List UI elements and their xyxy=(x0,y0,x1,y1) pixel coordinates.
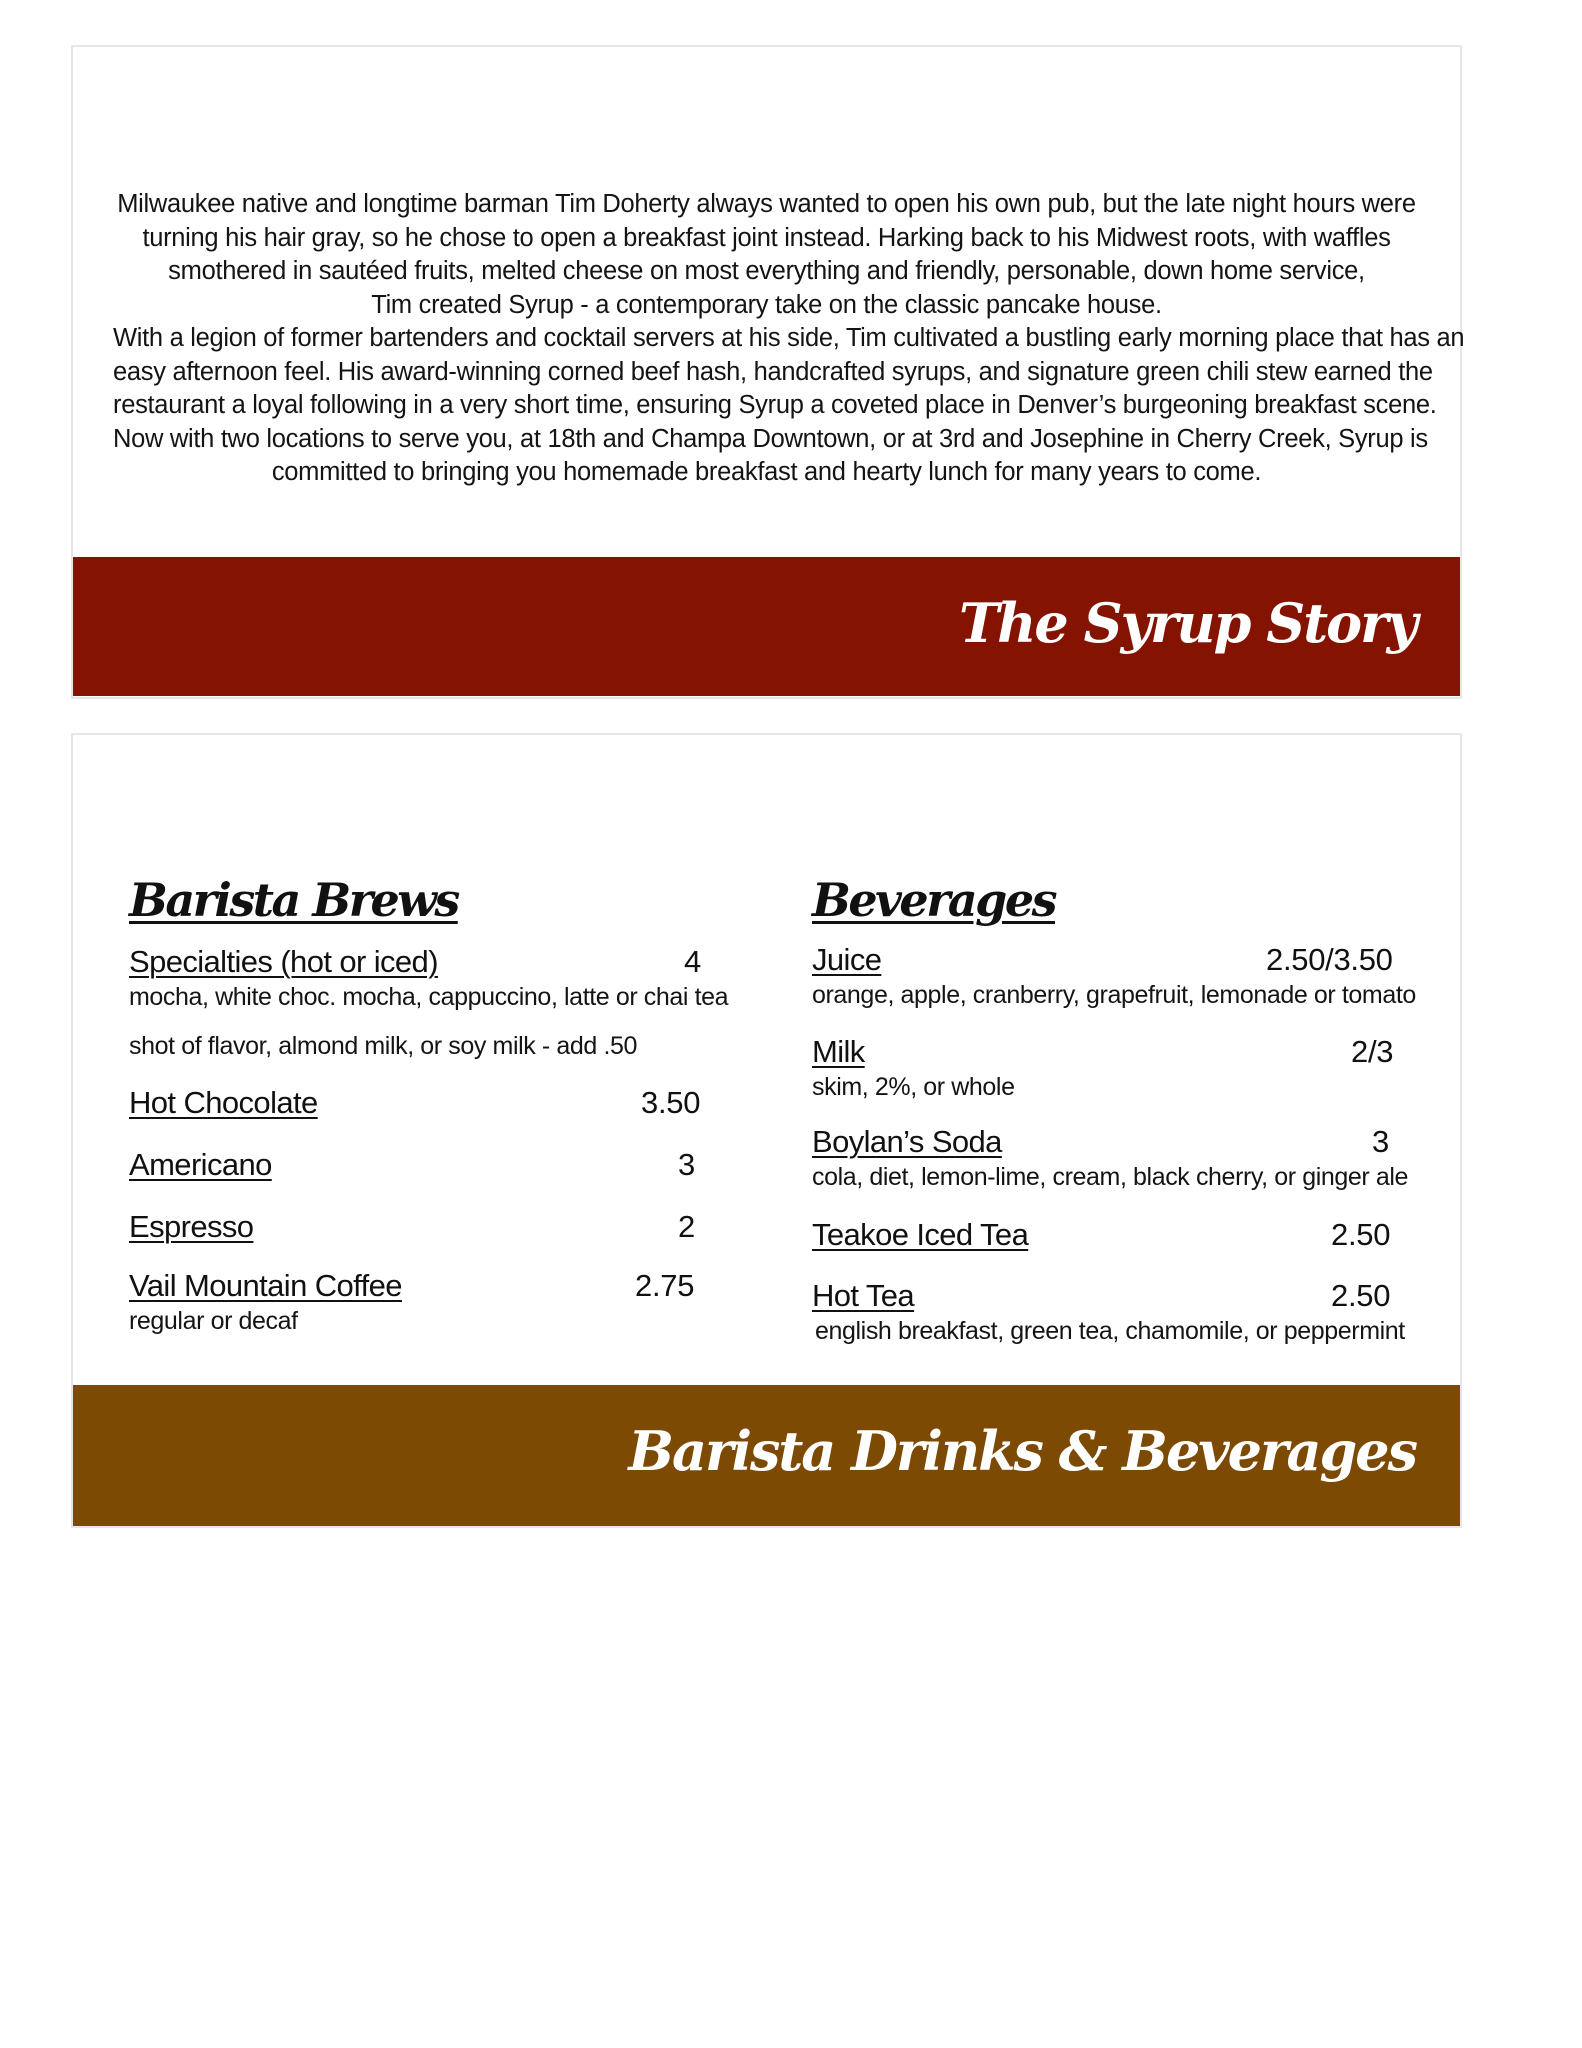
item-description: orange, apple, cranberry, grapefruit, lemonade or tomato xyxy=(812,981,1416,1009)
item-price: 4 xyxy=(684,944,701,979)
menu-item xyxy=(129,944,729,1061)
story-line: easy afternoon feel. His award-winning corned beef hash, handcrafted syrups, and signature green chili stew earned the xyxy=(113,357,1433,386)
item-name: Milk xyxy=(812,1034,865,1069)
item-description: skim, 2%, or whole xyxy=(812,1073,1015,1101)
drinks-banner xyxy=(73,1385,1460,1526)
item-description: cola, diet, lemon-lime, cream, black cherry, or ginger ale xyxy=(812,1163,1409,1191)
story-line: Tim created Syrup - a contemporary take on the classic pancake house. xyxy=(371,290,1162,319)
menu-item xyxy=(812,1278,1412,1346)
story-line: Milwaukee native and longtime barman Tim Doherty always wanted to open his own pub, but the late night hours were xyxy=(117,190,1416,218)
story-line: restaurant a loyal following in a very short time, ensuring Syrup a coveted place in Denver’s burgeoning breakfast scene. xyxy=(113,391,1437,419)
menu-item xyxy=(129,1085,699,1123)
item-price: 3.50 xyxy=(641,1085,701,1120)
item-name: Juice xyxy=(812,942,882,977)
menu-item xyxy=(129,1268,699,1336)
story-line: With a legion of former bartenders and cocktail servers at his side, Tim cultivated a bustling early morning place that has an xyxy=(113,324,1465,352)
item-price: 3 xyxy=(1372,1124,1389,1159)
story-line: Now with two locations to serve you, at 18th and Champa Downtown, or at 3rd and Josephine in Cherry Creek, Syrup is xyxy=(113,424,1428,453)
menu-item xyxy=(812,1217,1412,1255)
item-price: 2.50 xyxy=(1331,1278,1391,1313)
story-paragraph xyxy=(113,188,1465,490)
story-banner-title: The Syrup Story xyxy=(958,591,1416,655)
story-line: turning his hair gray, so he chose to open a breakfast joint instead. Harking back to his Midwest roots, with waffles xyxy=(142,223,1391,252)
beverages-section xyxy=(812,873,1416,1345)
story-line: committed to bringing you homemade breakfast and hearty lunch for many years to come. xyxy=(271,458,1262,486)
item-name: Specialties (hot or iced) xyxy=(129,944,438,979)
barista-brews-title: Barista Brews xyxy=(129,873,458,927)
item-description: mocha, white choc. mocha, cappuccino, latte or chai tea xyxy=(129,983,729,1011)
menu-item xyxy=(812,1034,1412,1102)
beverages-title: Beverages xyxy=(812,873,1056,927)
menu-item xyxy=(812,942,1416,1010)
item-description: regular or decaf xyxy=(129,1307,298,1335)
item-price: 2/3 xyxy=(1351,1034,1394,1069)
item-price: 2 xyxy=(678,1209,695,1244)
story-banner xyxy=(73,557,1460,696)
drinks-banner-title: Barista Drinks & Beverages xyxy=(628,1419,1416,1483)
item-addon-note: shot of flavor, almond milk, or soy milk - add .50 xyxy=(129,1032,637,1060)
barista-brews-section xyxy=(129,873,729,1335)
menu-item xyxy=(129,1209,699,1247)
item-name: Espresso xyxy=(129,1209,254,1244)
item-price: 2.75 xyxy=(635,1268,695,1303)
item-name: Boylan’s Soda xyxy=(812,1124,1002,1159)
menu-item xyxy=(812,1124,1412,1192)
item-name: Teakoe Iced Tea xyxy=(812,1217,1029,1252)
menu-item xyxy=(129,1147,699,1185)
item-name: Vail Mountain Coffee xyxy=(129,1268,402,1303)
item-description: english breakfast, green tea, chamomile, or peppermint xyxy=(815,1317,1405,1345)
item-price: 2.50/3.50 xyxy=(1266,942,1393,977)
item-name: Hot Tea xyxy=(812,1278,915,1313)
story-card xyxy=(71,45,1465,699)
drinks-card xyxy=(71,733,1462,1528)
item-name: Americano xyxy=(129,1147,272,1182)
item-price: 2.50 xyxy=(1331,1217,1391,1252)
story-line: smothered in sautéed fruits, melted cheese on most everything and friendly, personable, down home service, xyxy=(168,257,1365,285)
item-price: 3 xyxy=(678,1147,695,1182)
item-name: Hot Chocolate xyxy=(129,1085,318,1120)
